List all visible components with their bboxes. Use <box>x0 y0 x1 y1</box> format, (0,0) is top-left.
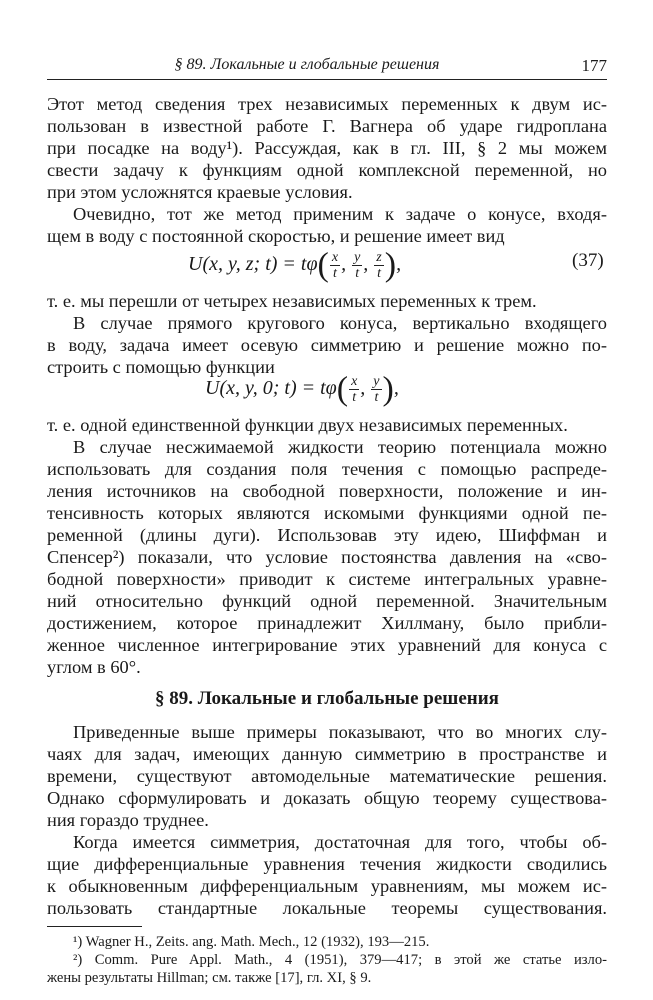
footnote-rule <box>47 926 142 927</box>
formula-lhs: U(x, y, 0; t) = tφ <box>205 377 337 400</box>
header-rule <box>47 79 607 80</box>
footnote: ¹) Wagner H., Zeits. ang. Math. Mech., 12 (1932), 193—215. <box>73 934 430 950</box>
paragraph-line: в воду, задача имеет осевую симметрию и решение можно по- <box>47 335 607 355</box>
paragraph-line: пользовать стандартные локальные теоремы существования. <box>47 898 607 918</box>
paragraph-line: т. е. мы перешли от четырех независимых переменных к трем. <box>47 291 537 311</box>
paragraph-line: Приведенные выше примеры показывают, что во многих слу- <box>73 722 607 742</box>
page-number: 177 <box>581 56 607 75</box>
paragraph-line: ременной (длины дуги). Использовав эту идею, Шиффман и <box>47 525 607 545</box>
paragraph-line: ний относительно функций одной переменной. Значительным <box>47 591 607 611</box>
footnote: ²) Comm. Pure Appl. Math., 4 (1951), 379—417; в этой же статье изло- <box>73 952 607 968</box>
paragraph-line: женное численное интегрирование этих уравнений для конуса с <box>47 635 607 655</box>
formula-37: U(x, y, z; t) = tφ( $\frac{x}{t}$ , $\frac{y}{t}$ , $\frac{z}{t}$ ), <box>188 246 402 284</box>
running-head-title: § 89. Локальные и глобальные решения <box>174 56 440 73</box>
formula-paren: ) <box>382 370 394 408</box>
paragraph-line: Спенсер²) показали, что условие постоянства давления на «сво- <box>47 547 607 567</box>
formula-paren: ( <box>336 370 349 408</box>
paragraph-line: ния гораздо труднее. <box>47 810 209 830</box>
footnote: жены результаты Hillman; см. также [17], гл. XI, § 9. <box>47 970 372 986</box>
paragraph-line: Очевидно, тот же метод применим к задаче о конусе, входя- <box>73 204 607 224</box>
paragraph-line: Однако сформулировать и доказать общую теорему существова- <box>47 788 607 808</box>
fraction: $\frac{x}{t}$ <box>351 374 358 405</box>
paragraph-line: времени, существуют автомодельные математические решения. <box>47 766 607 786</box>
paragraph-line: свести задачу к функциям одной комплексной переменной, но <box>47 160 607 180</box>
paragraph-line: строить с помощью функции <box>47 357 275 377</box>
formula-lhs: U(x, y, z; t) = tφ <box>188 253 318 276</box>
fraction: $\frac{z}{t}$ <box>376 250 382 281</box>
paragraph-line: В случае несжимаемой жидкости теорию потенциала можно <box>73 437 607 457</box>
paragraph-line: т. е. одной единственной функции двух независимых переменных. <box>47 415 568 435</box>
formula-paren: ( <box>317 246 329 284</box>
paragraph-line: при посадке на воду¹). Рассуждая, как в гл. III, § 2 мы можем <box>47 138 607 158</box>
formula-unnumbered: U(x, y, 0; t) = tφ( $\frac{x}{t}$ , $\frac{y}{t}$ ), <box>205 370 399 408</box>
fraction: $\frac{x}{t}$ <box>331 250 339 281</box>
paragraph-line: достижением, которое принадлежит Хиллману, было прибли- <box>47 613 607 633</box>
equation-number: (37) <box>572 250 604 271</box>
fraction: $\frac{y}{t}$ <box>373 374 380 405</box>
fraction: $\frac{y}{t}$ <box>354 250 361 281</box>
formula-paren: ) <box>384 246 397 284</box>
paragraph-line: Этот метод сведения трех независимых переменных к двум ис- <box>47 94 607 114</box>
paragraph-line: тенсивность которых являются искомыми функциями одной пе- <box>47 503 607 523</box>
paragraph-line: при этом усложнятся краевые условия. <box>47 182 353 202</box>
paragraph-line: бодной поверхности» приводит к системе интегральных уравне- <box>47 569 607 589</box>
running-head <box>47 56 607 78</box>
paragraph-line: Когда имеется симметрия, достаточная для того, чтобы об- <box>73 832 607 852</box>
paragraph-line: чаях для задач, имеющих данную симметрию в пространстве и <box>47 744 607 764</box>
paragraph-line: к обыкновенным дифференциальным уравнениям, мы можем ис- <box>47 876 607 896</box>
paragraph-line: пользован в известной работе Г. Вагнера об ударе гидроплана <box>47 116 607 136</box>
paragraph-line: щем в воду с постоянной скоростью, и решение имеет вид <box>47 226 505 246</box>
paragraph-line: ления источников на свободной поверхности, положение и ин- <box>47 481 607 501</box>
paragraph-line: использовать для создания поля течения с помощью распреде- <box>47 459 607 479</box>
section-heading: § 89. Локальные и глобальные решения <box>155 688 499 709</box>
paragraph-line: В случае прямого кругового конуса, вертикально входящего <box>73 313 607 333</box>
paragraph-line: углом в 60°. <box>47 657 141 677</box>
paragraph-line: щие дифференциальные уравнения течения жидкости сводились <box>47 854 607 874</box>
